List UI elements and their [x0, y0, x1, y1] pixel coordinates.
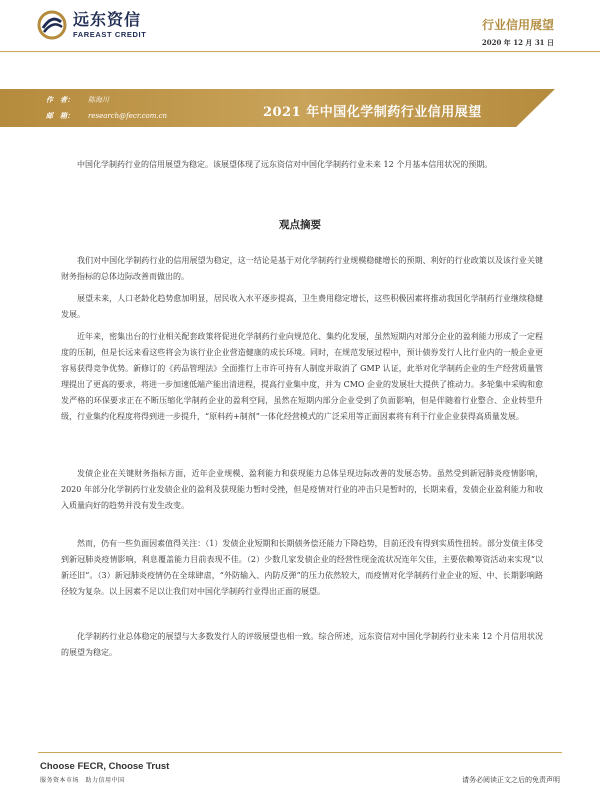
section-title: 观点摘要: [279, 219, 321, 231]
body-paragraph: 我们对中国化学制药行业的信用展望为稳定，这一结论是基于对化学制药行业规模稳健增长的预期、利好的行业政策以及该行业关键财务指标的总体边际改善而做出的。: [61, 256, 543, 281]
body-paragraph: 然而，仍有一些负面因素值得关注：（1）发债企业短期和长期债务偿还能力下降趋势，目前还没有得到实质性扭转。部分发债主体受到新冠肺炎疫情影响，利息覆盖能力目前表现不佳。（2）少数几家发债企业的经营性现金流状况连年欠佳，主要依赖筹资活动来实现“以新还旧”。（3）新冠肺炎疫情仍在全球肆虐，“外防输入、内防反弹”的压力依然较大，而疫情对化学制药行业企业的短、中、长期影响路径较为复杂。以上因素不足以让我们对中国化学制药行业得出正面的展望。: [61, 539, 543, 596]
author-name: 陈海川: [88, 96, 109, 104]
footer-divider: [38, 752, 562, 753]
para-6-block: [61, 629, 543, 661]
footer-subslogan: 服务资本市场 助力信用中国: [40, 777, 125, 784]
logo-mark-icon: [37, 10, 67, 40]
email-line: [46, 111, 167, 121]
intro-paragraph: 中国化学制药行业的信用展望为稳定。该展望体现了远东资信对中国化学制药行业未来 12 个月基本信用状况的预期。: [77, 160, 493, 169]
footer-slogan: Choose FECR, Choose Trust: [40, 761, 170, 772]
body-paragraph: 近年来，密集出台的行业相关配套政策将促进化学制药行业向规范化、集约化发展，虽然短期内对部分企业的盈利能力形成了一定程度的压制，但是长远来看这些将会为该行业企业营造健康的成长环境。同时，在规范发展过程中，预计债券发行人比行业内的一般企业更容易获得竞争优势。新修订的《药品管理法》全面推行上市许可持有人制度并取消了 GMP 认证，此举对化学制药企业的生产经营质量管理提出了更高的要求，将进一步加速低端产能出清进程，提高行业集中度，并为 CMO 企业的发展壮大提供了推动力。多轮集中采购和愈发严格的环保要求正在不断压缩化学制药企业的盈利空间，虽然在短期内部分企业受到了负面影响，但是伴随着行业整合、企业转型升级，行业集约化程度将得到进一步提升，“原料药+制剂”一体化经营模式的广泛采用等正面因素将有利于行业企业获得高质量发展。: [61, 332, 543, 421]
email-address[interactable]: research@fecr.com.cn: [88, 112, 168, 120]
author-line: [46, 95, 109, 105]
para-2-block: [61, 291, 543, 323]
body-paragraph: 发债企业在关键财务指标方面，近年企业规模、盈利能力和获现能力总体呈现边际改善的发展态势。虽然受到新冠肺炎疫情影响，2020 年部分化学制药行业发债企业的盈利及获现能力暂时受挫，但是疫情对行业的冲击只是暂时的，长期来看，发债企业盈利能力和收入质量向好的趋势并没有发生改变。: [61, 469, 543, 510]
logo-chinese-name: 远东资信: [73, 10, 142, 29]
report-category: 行业信用展望: [481, 18, 554, 32]
report-date: 2020 年 12 月 31 日: [481, 38, 554, 47]
footer-slogan-block: [40, 761, 169, 784]
footer-disclaimer: 请务必阅读正文之后的免责声明: [462, 776, 560, 784]
author-label: 作 者：: [46, 95, 74, 104]
header-divider: [0, 51, 600, 52]
body-paragraph: 展望未来，人口老龄化趋势愈加明显，居民收入水平逐步提高，卫生费用稳定增长，这些积极因素将推动我国化学制药行业继续稳健发展。: [61, 294, 543, 319]
company-logo: [37, 10, 146, 40]
report-title: 2021 年中国化学制药行业信用展望: [263, 105, 482, 120]
logo-english-name: FAREAST CREDIT: [73, 30, 147, 39]
intro-block: [61, 157, 543, 173]
email-label: 邮 箱：: [46, 111, 74, 120]
para-1-block: [61, 253, 543, 285]
body-paragraph: 化学制药行业总体稳定的展望与大多数发行人的评级展望也相一致。综合所述，远东资信对中国化学制药行业未来 12 个月信用状况的展望为稳定。: [61, 632, 543, 657]
para-4-block: [61, 466, 543, 514]
para-5-block: [61, 536, 543, 600]
para-3-block: [61, 329, 543, 425]
